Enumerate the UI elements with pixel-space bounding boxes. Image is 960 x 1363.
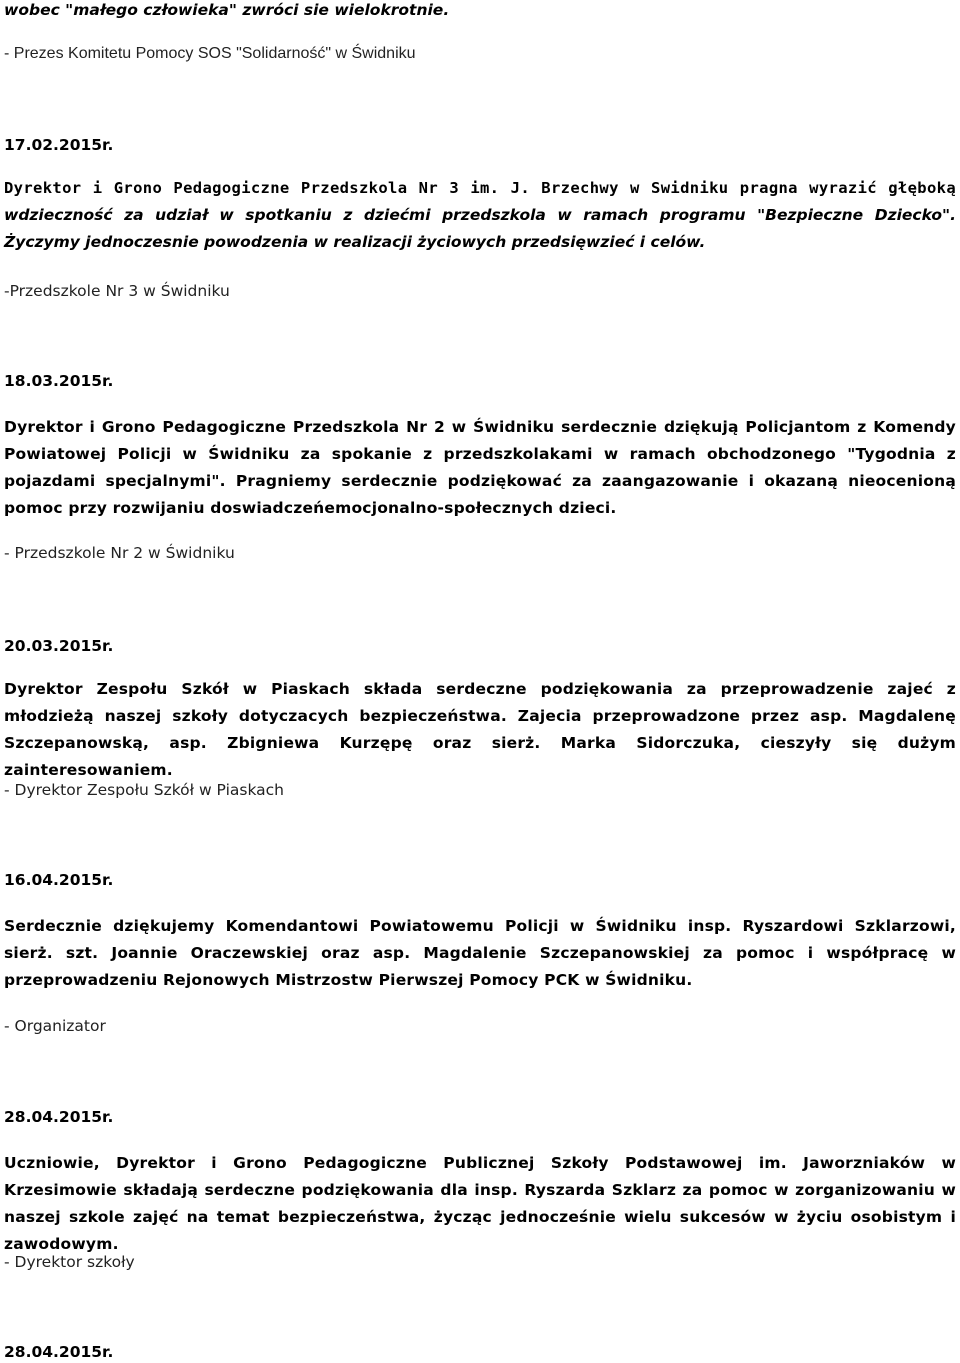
entry-signature: -Przedszkole Nr 3 w Świdniku — [4, 282, 230, 300]
entry-2 — [4, 414, 956, 522]
entry-paragraph: Dyrektor Zespołu Szkół w Piaskach składa serdeczne podziękowania za przeprowadzenie zajeć z młodzieżą naszej szkoły dotyczacych bezpieczeństwa. Zajecia przeprowadzone przez asp. Magdalenę Szczepanowską, asp. Zbigniewa Kurzępę oraz sierż. Marka Sidorczuka, cieszyły się dużym zainteresowaniem. — [4, 680, 956, 779]
entry-paragraph: Uczniowie, Dyrektor i Grono Pedagogiczne Publicznej Szkoły Podstawowej im. Jaworzniaków w Krzesimowie składają serdeczne podziękowania dla insp. Ryszarda Szklarz za pomoc w zorganizowaniu w naszej szkole zajęć na temat bezpieczeństwa, życząc jednocześnie wielu sukcesów w życiu osobistym i zawodowym. — [4, 1154, 956, 1253]
entry-signature: - Dyrektor szkoły — [4, 1253, 135, 1271]
entry-3-signature-wrap — [4, 778, 956, 802]
entry-6-date-wrap — [4, 1341, 956, 1363]
entry-date: 20.03.2015r. — [4, 637, 114, 655]
entry-5 — [4, 1150, 956, 1258]
entry-date: 28.04.2015r. — [4, 1108, 114, 1126]
entry-4-signature-wrap — [4, 1014, 956, 1038]
entry-0-signature-wrap — [4, 42, 956, 66]
entry-paragraph: Dyrektor i Grono Pedagogiczne Przedszkola Nr 2 w Świdniku serdecznie dziękują Policjantom z Komendy Powiatowej Policji w Świdniku za spokanie z przedszkolakami w ramach obchodzonego "Tygodnia z pojazdami specjalnymi". Pragniemy serdecznie podziękować za zaangazowanie i okazaną nieocenioną pomoc przy rozwijaniu doswiadczeńemocjonalno-społecznych dzieci. — [4, 418, 956, 517]
entry-1-date-wrap — [4, 134, 956, 156]
entry-date: 28.04.2015r. — [4, 1343, 114, 1361]
entry-paragraph — [4, 0, 956, 24]
entry-5-date-wrap — [4, 1106, 956, 1128]
entry-2-date-wrap — [4, 370, 956, 392]
entry-paragraph: Serdecznie dziękujemy Komendantowi Powiatowemu Policji w Świdniku insp. Ryszardowi Szklarzowi, sierż. szt. Joannie Oraczewskiej oraz asp. Magdalenie Szczepanowskiej za pomoc i współpracę w przeprowadzeniu Rejonowych Mistrzostw Pierwszej Pomocy PCK w Świdniku. — [4, 917, 956, 989]
entry-paragraph-mono-text: Dyrektor i Grono Pedagogiczne Przedszkola Nr 3 im. J. Brzechwy w Swidniku pragna wyrazić głęboką — [4, 179, 956, 197]
entry-1 — [4, 175, 956, 256]
entry-signature: - Organizator — [4, 1017, 106, 1035]
entry-date: 18.03.2015r. — [4, 372, 114, 390]
entry-paragraph-text: wobec "małego człowieka" zwróci sie wielokrotnie. — [4, 1, 450, 19]
entry-paragraph-italic-text: wdzieczność za udział w spotkaniu z dziećmi przedszkola w ramach programu "Bezpieczne Dziecko". Życzymy jednoczesnie powodzenia w realizacji życiowych przedsięwzieć i celów. — [4, 206, 956, 251]
entry-1-signature-wrap — [4, 279, 956, 303]
entry-2-signature-wrap — [4, 541, 956, 565]
entry-0 — [4, 0, 956, 24]
entry-date: 16.04.2015r. — [4, 871, 114, 889]
entry-signature: - Przedszkole Nr 2 w Świdniku — [4, 544, 235, 562]
entry-date: 17.02.2015r. — [4, 136, 114, 154]
entry-3 — [4, 676, 956, 784]
entry-4-date-wrap — [4, 869, 956, 891]
entry-paragraph — [4, 175, 956, 256]
entry-4 — [4, 913, 956, 994]
entry-3-date-wrap — [4, 635, 956, 657]
entry-5-signature-wrap — [4, 1250, 956, 1274]
entry-signature: - Dyrektor Zespołu Szkół w Piaskach — [4, 781, 284, 799]
entry-signature: - Prezes Komitetu Pomocy SOS "Solidarność" w Świdniku — [4, 45, 416, 62]
